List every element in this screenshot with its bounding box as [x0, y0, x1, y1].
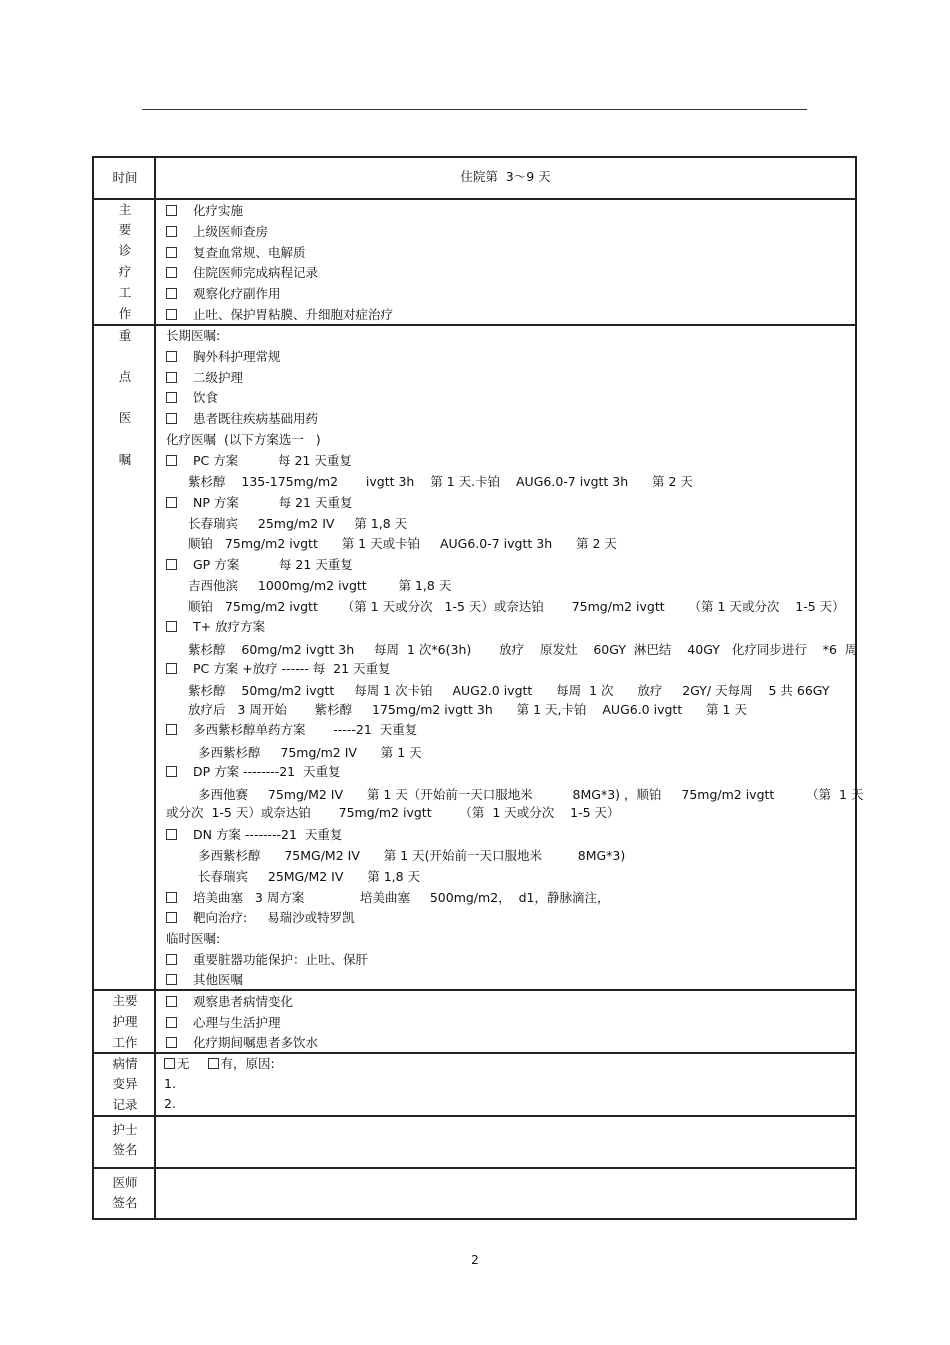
checkbox[interactable] [166, 247, 177, 258]
checklist-item-label: 心理与生活护理 [193, 1014, 281, 1030]
header-rule [142, 109, 807, 110]
checklist-item-label: 饮食 [193, 390, 219, 406]
checkbox[interactable] [166, 351, 177, 362]
checklist-item-label: 观察患者病情变化 [193, 994, 294, 1009]
checklist-item-label: 观察化疗副作用 [193, 286, 281, 302]
checkbox[interactable] [166, 621, 177, 632]
order-detail-line: 吉西他滨 1000mg/m2 ivgtt 第 1,8 天 [188, 578, 452, 593]
checklist-item [166, 992, 293, 1012]
nurse-signature-field[interactable] [156, 1117, 855, 1167]
checkbox[interactable] [166, 497, 177, 508]
checklist-item [166, 409, 318, 429]
main-work-items [156, 200, 855, 324]
checklist-item [166, 1013, 281, 1033]
checkbox[interactable] [166, 663, 177, 674]
row-label-text: 主 [118, 202, 132, 217]
variance-options [164, 1054, 275, 1074]
checklist-item [166, 368, 243, 388]
has-variance-label: 有，原因: [220, 1056, 275, 1071]
order-detail-line: 多西他赛 75mg/M2 IV 第 1 天（开始前一天口服地米 8MG*3) ，顺铂 75mg/m2 ivgtt （第 1 天 [198, 787, 864, 802]
nursing-items [156, 991, 855, 1052]
checkbox[interactable] [166, 974, 177, 985]
row-label-text: 变异 [112, 1076, 138, 1091]
checklist-item [166, 888, 610, 908]
checklist-item [166, 555, 353, 575]
checklist-item-label: PC 方案 每 21 天重复 [193, 453, 352, 468]
row-label-text: 重 [118, 328, 132, 343]
row-label-text: 签名 [112, 1142, 138, 1157]
row-label-text: 诊 [118, 243, 132, 258]
order-detail-line: 紫杉醇 50mg/m2 ivgtt 每周 1 次卡铂 AUG2.0 ivgtt 每周 1 次 放疗 2GY/ 天每周 5 共 66GY [188, 683, 830, 698]
order-detail-line: 长春瑞宾 25MG/M2 IV 第 1,8 天 [198, 869, 421, 884]
checkbox[interactable] [166, 205, 177, 216]
checkbox[interactable] [166, 392, 177, 403]
chemo-orders-header: 化疗医嘱 (以下方案选一 ) [166, 432, 321, 447]
clinical-pathway-table [92, 156, 864, 1220]
checkbox[interactable] [166, 996, 177, 1007]
checklist-item [166, 825, 342, 845]
checklist-item-label: 多西紫杉醇单药方案 -----21 天重复 [193, 722, 418, 737]
row-label-text: 病情 [112, 1056, 138, 1071]
checklist-item [166, 243, 306, 263]
checklist-item-label: 化疗实施 [193, 203, 244, 218]
checklist-item [166, 284, 281, 304]
checklist-item-label: GP 方案 每 21 天重复 [193, 557, 353, 572]
checklist-item [166, 222, 268, 242]
checklist-item-label: 患者既往疾病基础用药 [193, 411, 319, 427]
checkbox[interactable] [166, 912, 177, 923]
order-detail-line: 顺铂 75mg/m2 ivgtt 第 1 天或卡铂 AUG6.0-7 ivgtt 3h 第 2 天 [188, 536, 617, 551]
checklist-item-label: 胸外科护理常规 [193, 348, 281, 364]
checkbox[interactable] [166, 724, 177, 735]
checklist-item-label: 二级护理 [193, 369, 244, 385]
row-label-text: 护理 [112, 1014, 138, 1029]
checklist-item [166, 263, 318, 283]
time-label: 时间 [112, 170, 138, 185]
header-row [94, 158, 855, 198]
no-variance-label: 无 [177, 1056, 190, 1071]
checklist-item [166, 970, 243, 990]
variance-label [94, 1054, 156, 1115]
no-variance-checkbox[interactable] [164, 1058, 175, 1069]
row-label-text: 疗 [118, 264, 132, 279]
row-label-text: 作 [118, 306, 132, 321]
nursing-row [94, 989, 855, 1052]
checklist-item [166, 762, 341, 782]
row-label-text: 要 [118, 222, 132, 237]
checklist-item-label: 住院医师完成病程记录 [193, 265, 319, 281]
nursing-label [94, 991, 156, 1052]
checklist-item [166, 451, 352, 471]
doctor-signature-field[interactable] [156, 1169, 855, 1218]
nurse-sign-row [94, 1115, 855, 1167]
row-label-text: 医师 [112, 1175, 138, 1190]
checklist-item [166, 347, 281, 367]
checklist-item-label: 上级医师查房 [193, 223, 269, 239]
checkbox[interactable] [166, 892, 177, 903]
checklist-item [166, 908, 355, 928]
checklist-item [166, 950, 368, 970]
checklist-item-label: 其他医嘱 [193, 972, 244, 987]
checkbox[interactable] [166, 372, 177, 383]
variance-item: 2. [164, 1096, 176, 1111]
checklist-item-label: 重要脏器功能保护：止吐、保肝 [193, 952, 369, 967]
order-detail-line: 顺铂 75mg/m2 ivgtt （第 1 天或分次 1-5 天）或奈达铂 75mg/m2 ivgtt （第 1 天或分次 1-5 天） [188, 599, 845, 614]
order-detail-line: 临时医嘱: [166, 931, 221, 946]
checklist-item [166, 388, 218, 408]
row-label-text: 医 [118, 410, 132, 425]
checklist-item-label: DP 方案 --------21 天重复 [193, 764, 341, 779]
row-label-text: 记录 [112, 1097, 138, 1112]
checklist-item [166, 493, 352, 513]
checklist-item [166, 305, 393, 325]
orders-items [156, 326, 864, 989]
doctor-sign-label [94, 1169, 156, 1218]
checklist-item-label: NP 方案 每 21 天重复 [193, 495, 353, 510]
row-label-text: 护士 [112, 1122, 138, 1137]
orders-label [94, 326, 156, 989]
order-detail-line: 多西紫杉醇 75mg/m2 IV 第 1 天 [198, 745, 422, 760]
checklist-item-label: 复查血常规、电解质 [193, 244, 306, 260]
checklist-item-label: DN 方案 --------21 天重复 [193, 827, 343, 842]
checkbox[interactable] [166, 954, 177, 965]
order-detail-line: 紫杉醇 60mg/m2 ivgtt 3h 每周 1 次*6(3h) 放疗 原发灶 60GY 淋巴结 40GY 化疗同步进行 *6 周 [188, 642, 858, 657]
checklist-item-label: T+ 放疗方案 [193, 619, 266, 634]
variance-item: 1. [164, 1076, 176, 1091]
variance-row [94, 1052, 855, 1115]
checklist-item [166, 1033, 318, 1053]
checkbox[interactable] [166, 455, 177, 466]
checklist-item [166, 659, 391, 679]
row-label-text: 签名 [112, 1195, 138, 1210]
checkbox[interactable] [166, 1017, 177, 1028]
has-variance-checkbox[interactable] [208, 1058, 219, 1069]
checkbox[interactable] [166, 288, 177, 299]
order-detail-line: 放疗后 3 周开始 紫杉醇 175mg/m2 ivgtt 3h 第 1 天,卡铂 AUG6.0 ivgtt 第 1 天 [188, 702, 747, 717]
checkbox[interactable] [166, 226, 177, 237]
main-work-label [94, 200, 156, 324]
checkbox[interactable] [166, 766, 177, 777]
checkbox[interactable] [166, 1037, 177, 1048]
checkbox[interactable] [166, 267, 177, 278]
checklist-item [166, 617, 265, 637]
checklist-item-label: 培美曲塞 3 周方案 培美曲塞 500mg/m2， d1，静脉滴注， [193, 890, 610, 905]
orders-row [94, 324, 864, 989]
nurse-sign-label [94, 1117, 156, 1167]
long-term-orders-header: 长期医嘱: [166, 328, 221, 343]
checkbox[interactable] [166, 559, 177, 570]
checklist-item-label: 化疗期间嘱患者多饮水 [193, 1035, 319, 1050]
checkbox[interactable] [166, 413, 177, 424]
order-detail-line: 或分次 1-5 天）或奈达铂 75mg/m2 ivgtt （第 1 天或分次 1-5 天） [166, 805, 620, 820]
doctor-sign-row [94, 1167, 855, 1218]
order-detail-line: 多西紫杉醇 75MG/M2 IV 第 1 天(开始前一天口服地米 8MG*3) [198, 848, 626, 863]
checklist-item-label: PC 方案 +放疗 ------ 每 21 天重复 [193, 661, 391, 676]
page-number: 2 [471, 1253, 479, 1267]
row-label-text: 嘱 [118, 452, 132, 467]
order-detail-line: 紫杉醇 135-175mg/m2 ivgtt 3h 第 1 天.卡铂 AUG6.0-7 ivgtt 3h 第 2 天 [188, 474, 693, 489]
row-label-text: 工作 [112, 1035, 138, 1050]
order-detail-line: 长春瑞宾 25mg/m2 IV 第 1,8 天 [188, 516, 408, 531]
row-label-text: 工 [118, 285, 132, 300]
row-label-text: 主要 [112, 993, 138, 1008]
checklist-item-label: 止吐、保护胃粘膜、升细胞对症治疗 [193, 307, 394, 322]
checkbox[interactable] [166, 829, 177, 840]
main-work-row [94, 198, 855, 324]
checkbox[interactable] [166, 309, 177, 320]
row-label-text: 点 [118, 369, 132, 384]
checklist-item [166, 201, 243, 221]
checklist-item [166, 720, 417, 740]
checklist-item-label: 靶向治疗: 易瑞沙或特罗凯 [193, 910, 355, 925]
hospital-days: 住院第 3～9 天 [460, 169, 551, 184]
